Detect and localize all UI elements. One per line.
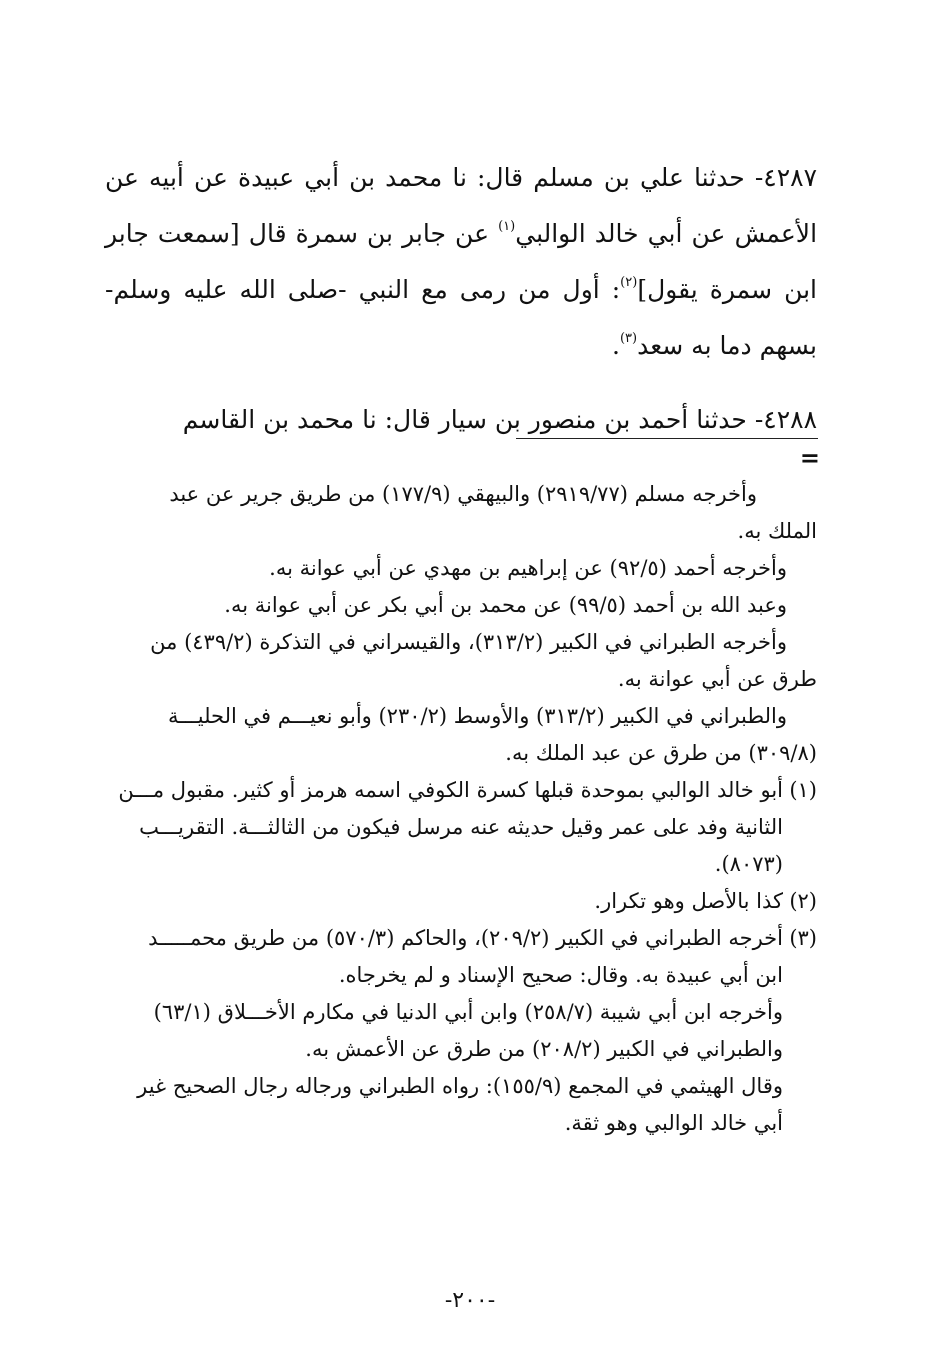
footnotes (105, 476, 817, 1142)
main-text (105, 150, 817, 448)
hadith-4287-line-3: ابن سمرة يقول] (637, 275, 817, 304)
note-line: وأخرجه ابن أبي شيبة (٢٥٨/٧) وابن أبي الدنيا في مكارم الأخـــلاق (٦٣/١) (153, 1000, 783, 1024)
footnote-number: (٢) (789, 889, 817, 913)
note-line: طرق عن أبي عوانة به. (617, 667, 817, 691)
note-line: أبي خالد الوالبي وهو ثقة. (564, 1111, 783, 1135)
footnote-ref-2[interactable]: (٢) (620, 275, 638, 290)
note-line: الثانية وفد على عمر وقيل حديثه عنه مرسل فيكون من الثالثـــة. التقريـــب (139, 815, 783, 839)
note-line: وقال الهيثمي في المجمع (١٥٥/٩): رواه الطبراني ورجاله رجال الصحيح غير (137, 1074, 783, 1098)
hadith-4287-line-2: عن الأعمش عن أبي خالد الوالبي (105, 163, 818, 248)
footnote-2 (105, 883, 817, 920)
hadith-4287-line-3-cont: : أول من رمى مع النبي -صلى الله عليه وسلم- بسهم (105, 275, 817, 360)
note-line: الملك به. (737, 519, 817, 543)
footnote-separator (516, 438, 818, 439)
note-line: كذا بالأصل وهو تكرار. (594, 889, 783, 913)
note-line: (٣٠٩/٨) من طرق عن عبد الملك به. (505, 741, 817, 765)
footnote-1 (105, 772, 817, 883)
hadith-4287 (105, 150, 817, 374)
note-line: وأخرجه مسلم (٢٩١٩/٧٧) والبيهقي (١٧٧/٩) من طريق جرير عن عبد (169, 482, 757, 506)
hadith-4287-line-2-cont: عن جابر بن سمرة قال [سمعت جابر (105, 219, 499, 248)
note-line: وأخرجه الطبراني في الكبير (٣١٣/٢)، والقيسراني في التذكرة (٤٣٩/٢) من (150, 630, 787, 654)
footnote-number: (٣) (789, 926, 817, 950)
continuation-mark: = (799, 443, 820, 472)
hadith-4287-end: . (612, 331, 620, 360)
note-line: ابن أبي عبيدة به. وقال: صحيح الإسناد و لم يخرجاه. (338, 963, 783, 987)
note-line: أخرجه الطبراني في الكبير (٢٠٩/٢)، والحاكم (٥٧٠/٣) من طريق محمـــــد (148, 926, 783, 950)
hadith-4287-line-1: ٤٢٨٧- حدثنا علي بن مسلم قال: نا محمد بن أبي عبيدة عن أبيه (149, 163, 817, 192)
note-line: والطبراني في الكبير (٢٠٨/٢) من طرق عن الأعمش به. (305, 1037, 783, 1061)
note-line: أبو خالد الوالبي بموحدة قبلها كسرة الكوفي اسمه هرمز أو كثير. مقبول مـــن (118, 778, 783, 802)
footnote-ref-3[interactable]: (٣) (619, 331, 638, 346)
hadith-4287-line-4: دما به سعد (637, 331, 752, 360)
footnote-number: (١) (789, 778, 817, 802)
page-number: -٢٠٠- (444, 1288, 496, 1313)
hadith-4288: ٤٢٨٨- حدثنا أحمد بن منصور بن سيار قال: نا محمد بن القاسم (182, 405, 817, 434)
note-line: والطبراني في الكبير (٣١٣/٢) والأوسط (٢٣٠/٢) وأبو نعيـــم في الحليـــة (168, 704, 787, 728)
note-line: وأخرجه أحمد (٩٢/٥) عن إبراهيم بن مهدي عن أبي عوانة به. (269, 556, 787, 580)
footnote-3 (105, 920, 817, 1142)
note-line: وعبد الله بن أحمد (٩٩/٥) عن محمد بن أبي بكر عن أبي عوانة به. (224, 593, 787, 617)
footnote-ref-1[interactable]: (١) (498, 219, 516, 234)
note-line: (٨٠٧٣). (714, 852, 783, 876)
